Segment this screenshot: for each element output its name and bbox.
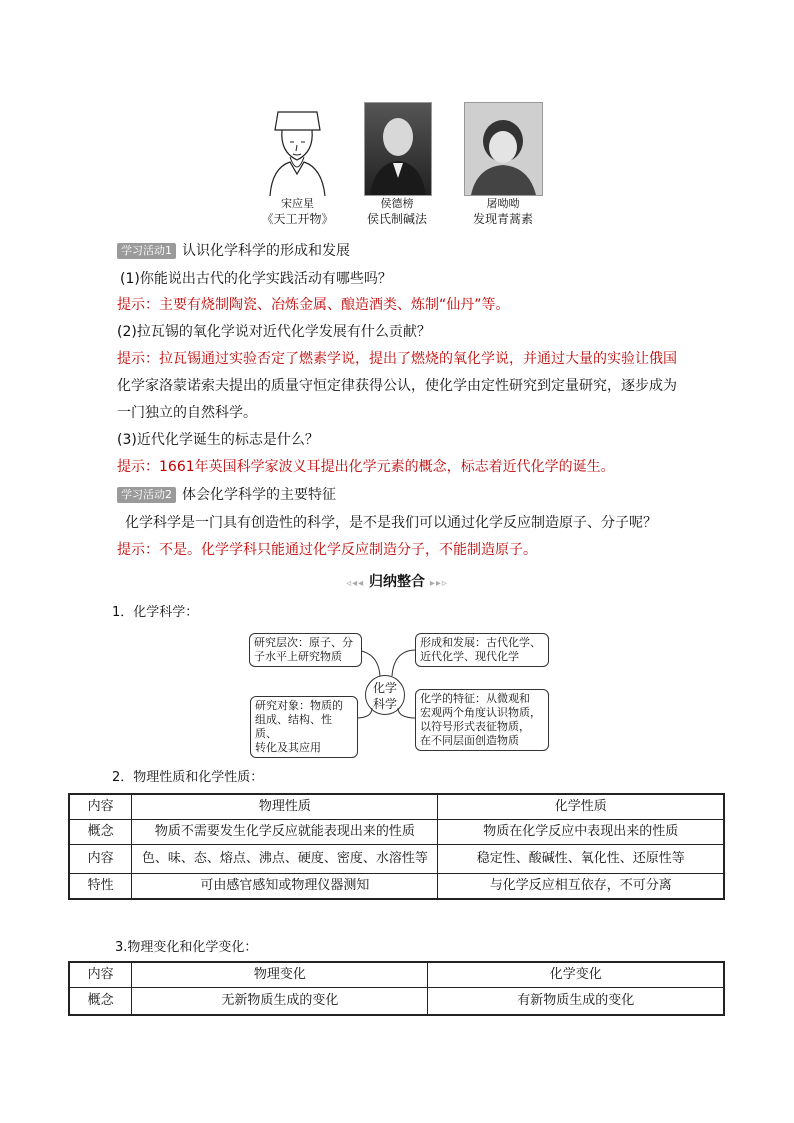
table-header-cell: 化学变化	[428, 962, 724, 988]
summary-title: 归纳整合	[369, 574, 425, 590]
portrait-tu-youyou	[464, 102, 543, 196]
figure-caption-name-2: 侯德榜	[380, 197, 414, 210]
section3-heading: 3.物理变化和化学变化：	[115, 940, 258, 955]
mindmap-box-formation	[415, 633, 549, 667]
changes-table	[68, 961, 725, 1016]
figure-caption-work-3: 发现青蒿素	[472, 212, 533, 226]
portrait-hou-debang	[364, 102, 432, 196]
summary-heading	[0, 571, 794, 591]
mindmap-text: 研究层次：原子、分	[254, 636, 353, 649]
mindmap-text: 形成和发展：古代化学、	[420, 636, 541, 649]
activity2-badge: 学习活动2	[117, 487, 176, 503]
mindmap-text: 子水平上研究物质	[254, 650, 342, 663]
mindmap-text: 转化及其应用	[255, 741, 321, 754]
activity2-heading	[117, 485, 336, 505]
mindmap-box-features	[415, 689, 549, 751]
table-cell: 物质不需要发生化学反应就能表现出来的性质	[132, 820, 438, 845]
mindmap-center-text: 科学	[372, 697, 397, 711]
activity1-a1: 提示：主要有烧制陶瓷、冶炼金属、酿造酒类、炼制“仙丹”等。	[117, 297, 510, 313]
activity2-question: 化学科学是一门具有创造性的科学，是不是我们可以通过化学反应制造原子、分子呢？	[125, 515, 657, 531]
table-cell: 概念	[69, 820, 132, 845]
activity1-q2: (2)拉瓦锡的氧化学说对近代化学发展有什么贡献？	[117, 324, 431, 340]
hou-debang-photo	[365, 103, 431, 195]
portrait-song-yingxing	[250, 102, 345, 196]
mindmap-text: 在不同层面创造物质	[420, 734, 519, 747]
section2-heading: 2．物理性质和化学性质：	[112, 770, 264, 785]
section1-heading: 1．化学科学：	[112, 605, 199, 620]
mindmap-text: 组成、结构、性质、	[255, 713, 332, 740]
table-header-cell: 内容	[69, 962, 132, 988]
table-cell: 内容	[69, 845, 132, 874]
activity2-answer: 提示：不是。化学学科只能通过化学反应制造分子，不能制造原子。	[117, 542, 537, 558]
activity1-title: 认识化学科学的形成和发展	[182, 243, 350, 259]
table-header-cell: 化学性质	[438, 794, 724, 820]
table-cell: 色、味、态、熔点、沸点、硬度、密度、水溶性等	[132, 845, 438, 874]
table-header-cell: 内容	[69, 794, 132, 820]
table-header-row	[69, 794, 724, 820]
figure-caption-work-2: 侯氏制碱法	[366, 212, 427, 226]
activity1-heading	[117, 241, 350, 261]
table-row	[69, 988, 724, 1016]
table-header-cell: 物理性质	[132, 794, 438, 820]
table-header-row	[69, 962, 724, 988]
activity1-badge: 学习活动1	[117, 243, 176, 259]
table-cell: 概念	[69, 988, 132, 1016]
table-row	[69, 820, 724, 845]
activity1-q3: (3)近代化学诞生的标志是什么？	[117, 432, 319, 448]
figure-caption-name-3: 屠呦呦	[486, 197, 520, 210]
table-cell: 稳定性、酸碱性、氧化性、还原性等	[438, 845, 724, 874]
activity1-a3: 提示：1661年英国科学家波义耳提出化学元素的概念，标志着近代化学的诞生。	[117, 459, 615, 475]
table-cell: 与化学反应相互依存，不可分离	[438, 874, 724, 900]
table-cell: 特性	[69, 874, 132, 900]
figure-caption-name-1: 宋应星	[281, 197, 314, 210]
summary-left-arrows: ◃◂◂	[346, 578, 365, 589]
table-cell: 物质在化学反应中表现出来的性质	[438, 820, 724, 845]
mindmap-text: 化学的特征：从微观和	[420, 692, 530, 705]
table-row	[69, 874, 724, 900]
activity2-title: 体会化学科学的主要特征	[182, 487, 336, 503]
mindmap-center-node	[365, 675, 405, 715]
summary-right-arrows: ▸▸▹	[429, 578, 448, 589]
mindmap-text: 以符号形式表征物质，	[420, 720, 530, 733]
table-cell: 可由感官感知或物理仪器测知	[132, 874, 438, 900]
mindmap-box-research-level	[249, 633, 362, 667]
table-row	[69, 845, 724, 874]
mindmap-box-research-object	[250, 696, 358, 758]
activity1-q1: (1)你能说出古代的化学实践活动有哪些吗？	[120, 271, 392, 287]
table-cell: 无新物质生成的变化	[132, 988, 428, 1016]
table-header-cell: 物理变化	[132, 962, 428, 988]
mindmap-text: 研究对象：物质的	[255, 699, 343, 712]
figure-caption-work-1: 《天工开物》	[261, 212, 334, 226]
mindmap-center-text: 化学	[372, 681, 397, 695]
table-cell: 有新物质生成的变化	[428, 988, 724, 1016]
activity1-a2-line2: 化学家洛蒙诺索夫提出的质量守恒定律获得公认，使化学由定性研究到定量研究，逐步成为	[117, 378, 677, 394]
activity1-a2-line3: 一门独立的自然科学。	[117, 405, 257, 421]
tu-youyou-photo	[465, 103, 542, 195]
activity1-a2-line1: 提示：拉瓦锡通过实验否定了燃素学说，提出了燃烧的氧化学说，并通过大量的实验让俄国	[117, 351, 677, 367]
mindmap-text: 宏观两个角度认识物质，	[420, 706, 541, 719]
mindmap-text: 近代化学、现代化学	[420, 650, 519, 663]
properties-table	[68, 793, 725, 900]
song-yingxing-sketch	[250, 102, 345, 196]
